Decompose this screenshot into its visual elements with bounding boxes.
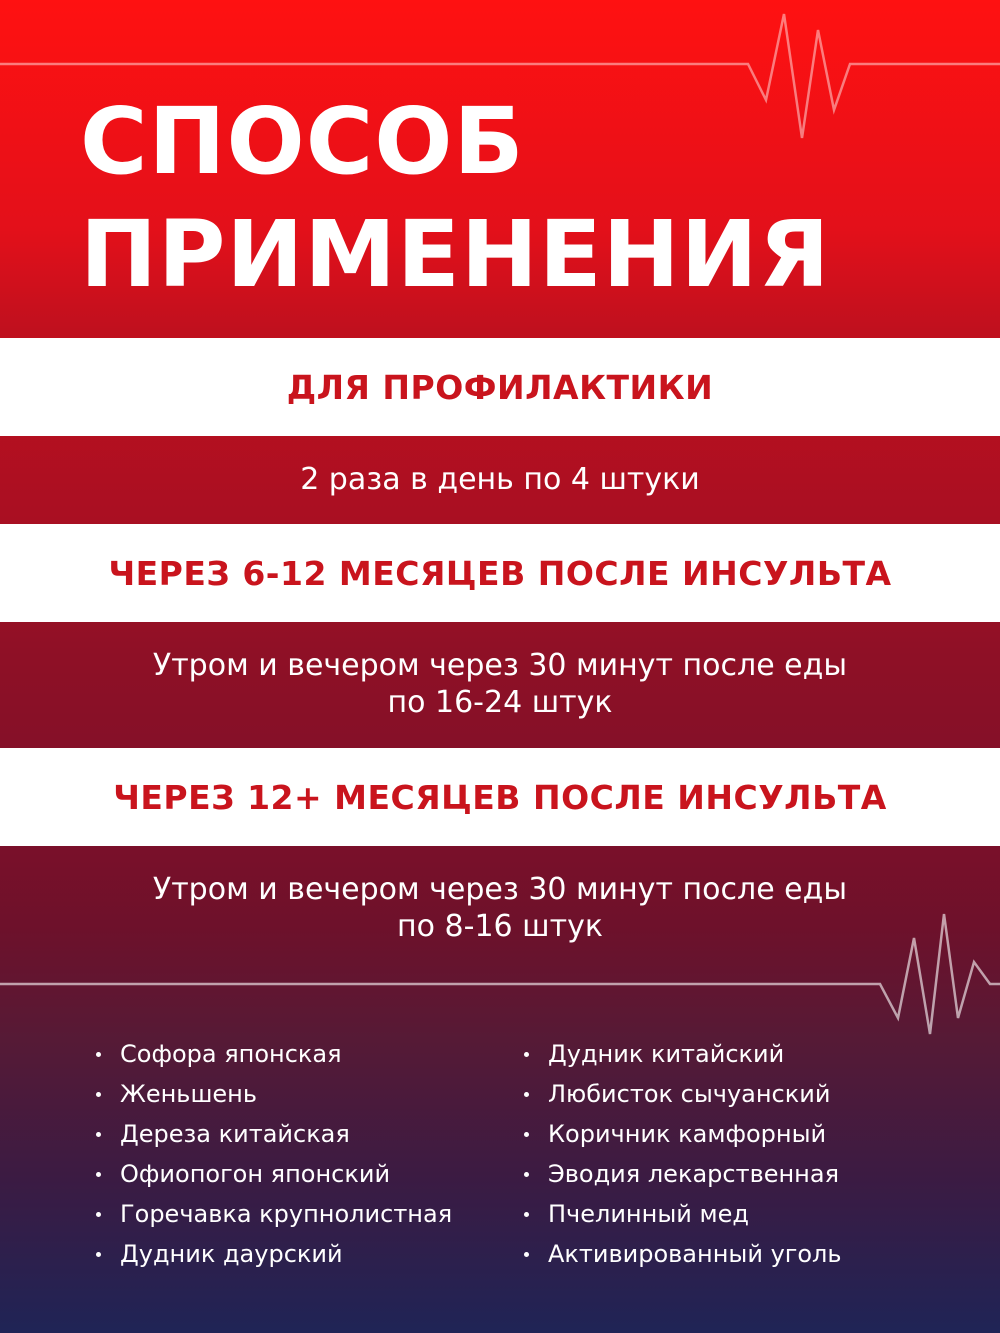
bullet-icon: [524, 1252, 529, 1257]
bullet-icon: [96, 1052, 101, 1057]
list-item: Пчелинный мед: [524, 1194, 842, 1234]
list-item: Горечавка крупнолистная: [96, 1194, 452, 1234]
ingredient-list-right: [524, 1034, 842, 1274]
title-line-2: ПРИМЕНЕНИЯ: [80, 201, 831, 308]
section-dosage-6-12-months: [0, 622, 1000, 746]
list-item: Коричник камфорный: [524, 1114, 842, 1154]
list-item: Софора японская: [96, 1034, 452, 1074]
bullet-icon: [524, 1092, 529, 1097]
list-item: Дудник даурский: [96, 1234, 452, 1274]
dosage-line: 2 раза в день по 4 штуки: [300, 461, 700, 497]
section-dosage-12-plus-months: [0, 846, 1000, 970]
ingredient-list-left: [96, 1034, 452, 1274]
list-item: Дереза китайская: [96, 1114, 452, 1154]
list-item: Женьшень: [96, 1074, 452, 1114]
list-item: Дудник китайский: [524, 1034, 842, 1074]
dosage-line-2: по 8-16 штук: [397, 909, 603, 944]
bullet-icon: [96, 1252, 101, 1257]
section-dosage-prevention: [0, 436, 1000, 522]
bullet-icon: [524, 1132, 529, 1137]
bullet-icon: [96, 1172, 101, 1177]
title-line-1: СПОСОБ: [80, 88, 525, 195]
section-heading-6-12-months: ЧЕРЕЗ 6-12 МЕСЯЦЕВ ПОСЛЕ ИНСУЛЬТА: [0, 524, 1000, 622]
bullet-icon: [96, 1212, 101, 1217]
bullet-icon: [524, 1172, 529, 1177]
section-heading-prevention: ДЛЯ ПРОФИЛАКТИКИ: [0, 338, 1000, 436]
dosage-line-2: по 16-24 штук: [387, 685, 613, 720]
bullet-icon: [524, 1052, 529, 1057]
bullet-icon: [96, 1132, 101, 1137]
list-item: Эводия лекарственная: [524, 1154, 842, 1194]
bullet-icon: [524, 1212, 529, 1217]
list-item: Офиопогон японский: [96, 1154, 452, 1194]
dosage-line-1: Утром и вечером через 30 минут после еды: [152, 648, 848, 683]
list-item: Любисток сычуанский: [524, 1074, 842, 1114]
section-heading-12-plus-months: ЧЕРЕЗ 12+ МЕСЯЦЕВ ПОСЛЕ ИНСУЛЬТА: [0, 748, 1000, 846]
page-title: [80, 85, 831, 311]
list-item: Активированный уголь: [524, 1234, 842, 1274]
dosage-line-1: Утром и вечером через 30 минут после еды: [152, 872, 848, 907]
bullet-icon: [96, 1092, 101, 1097]
